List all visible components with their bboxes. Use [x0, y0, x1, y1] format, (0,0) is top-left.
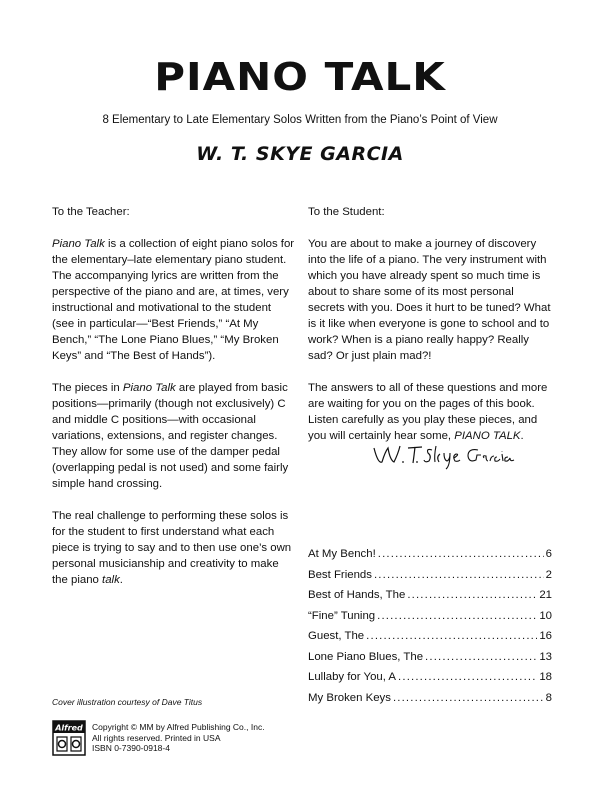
teacher-p2-pre: The pieces in	[52, 382, 123, 394]
toc-leader-dots	[393, 692, 544, 704]
copyright-line: Copyright © MM by Alfred Publishing Co., Inc.	[92, 722, 265, 732]
toc-page-number: 8	[545, 691, 552, 704]
teacher-p2-text: are played from basic positions—primarily (though not exclusively) C and middle C positions—with occasional variations, extensions, and register changes. They allow for some use of the damper pedal (overlapping pedal is not used) and some fairly simple hand crossing.	[52, 382, 289, 490]
toc-page-number: 18	[539, 671, 552, 683]
talk-em: talk	[102, 574, 120, 586]
copyright-block	[92, 722, 265, 754]
toc-leader-dots	[377, 610, 537, 622]
toc-title: “Fine” Tuning	[308, 609, 376, 622]
student-paragraph-1: You are about to make a journey of discovery into the life of a piano. The very instrument with which you have already spent so much time is about to share some of its most personal secrets with you. Does it hurt to be tuned? What is it like when everyone is gone to school and to work? When is a piano really happy? Really sad? Or just plain mad?!	[308, 238, 551, 362]
alfred-logo-icon	[52, 720, 86, 756]
student-p2-post: .	[520, 430, 524, 442]
cover-credit: Cover illustration courtesy of Dave Titus	[52, 697, 203, 707]
table-of-contents	[308, 548, 552, 712]
toc-row	[308, 610, 552, 631]
teacher-p3-post: .	[119, 574, 123, 586]
rights-line: All rights reserved. Printed in USA	[92, 732, 221, 743]
toc-title: Lone Piano Blues, The	[308, 650, 424, 663]
isbn-line: ISBN 0-7390-0918-4	[92, 743, 170, 753]
piano-talk-em: PIANO TALK	[454, 430, 521, 442]
toc-page-number: 6	[545, 548, 552, 560]
student-paragraph-2	[308, 380, 552, 444]
toc-row	[308, 692, 552, 713]
subtitle: 8 Elementary to Late Elementary Solos Written from the Piano’s Point of View	[102, 114, 498, 126]
toc-leader-dots	[378, 548, 544, 560]
student-section	[308, 204, 552, 460]
toc-row	[308, 630, 552, 651]
student-p2-pre: The answers to all of these questions and more are waiting for you on the pages of this book. Listen carefully as you play these pieces, and you will certainly hear some,	[308, 382, 548, 442]
toc-row	[308, 548, 552, 569]
toc-title: Lullaby for You, A	[308, 671, 397, 683]
toc-leader-dots	[398, 671, 537, 683]
toc-page-number: 16	[539, 630, 552, 642]
toc-title: Best Friends	[308, 568, 372, 581]
toc-row	[308, 671, 552, 692]
book-title-em: Piano Talk	[122, 382, 176, 394]
teacher-p1-text: is a collection of eight piano solos for the elementary–late elementary piano student. The accompanying lyrics are written from the perspective of the piano and are, at times, very instructional and motivational to the student (see in particular—“Best Friends,” “At My Bench,” “The Lone Piano Blues,” “My Broken Keys” and “The Best of Hands”).	[52, 238, 295, 362]
toc-title: Guest, The	[308, 630, 365, 642]
teacher-paragraph-1	[52, 236, 296, 364]
toc-leader-dots	[407, 589, 537, 601]
author-name: W. T. SKYE GARCIA	[196, 143, 404, 165]
teacher-heading: To the Teacher:	[52, 206, 130, 218]
toc-page-number: 10	[539, 609, 552, 622]
toc-page-number: 13	[539, 650, 552, 663]
toc-row	[308, 651, 552, 672]
toc-leader-dots	[374, 569, 544, 581]
toc-row	[308, 589, 552, 610]
teacher-paragraph-2	[52, 380, 296, 492]
toc-title: At My Bench!	[308, 548, 376, 560]
page-title: PIANO TALK	[154, 53, 446, 100]
toc-leader-dots	[366, 630, 537, 642]
toc-page-number: 2	[545, 568, 552, 581]
toc-row	[308, 569, 552, 590]
author-signature	[370, 440, 520, 470]
teacher-p3-pre: The real challenge to performing these solos is for the student to first understand what each piece is trying to say and to then use one’s own personal musicianship and creativity to make the piano	[52, 510, 292, 586]
toc-title: My Broken Keys	[308, 691, 391, 704]
teacher-section	[52, 204, 296, 604]
toc-leader-dots	[425, 651, 537, 663]
logo-text: Alfred	[55, 723, 83, 733]
toc-title: Best of Hands, The	[308, 589, 406, 601]
toc-page-number: 21	[539, 589, 552, 601]
teacher-paragraph-3	[52, 508, 296, 588]
book-title-em: Piano Talk	[52, 238, 105, 250]
student-heading: To the Student:	[308, 206, 385, 218]
